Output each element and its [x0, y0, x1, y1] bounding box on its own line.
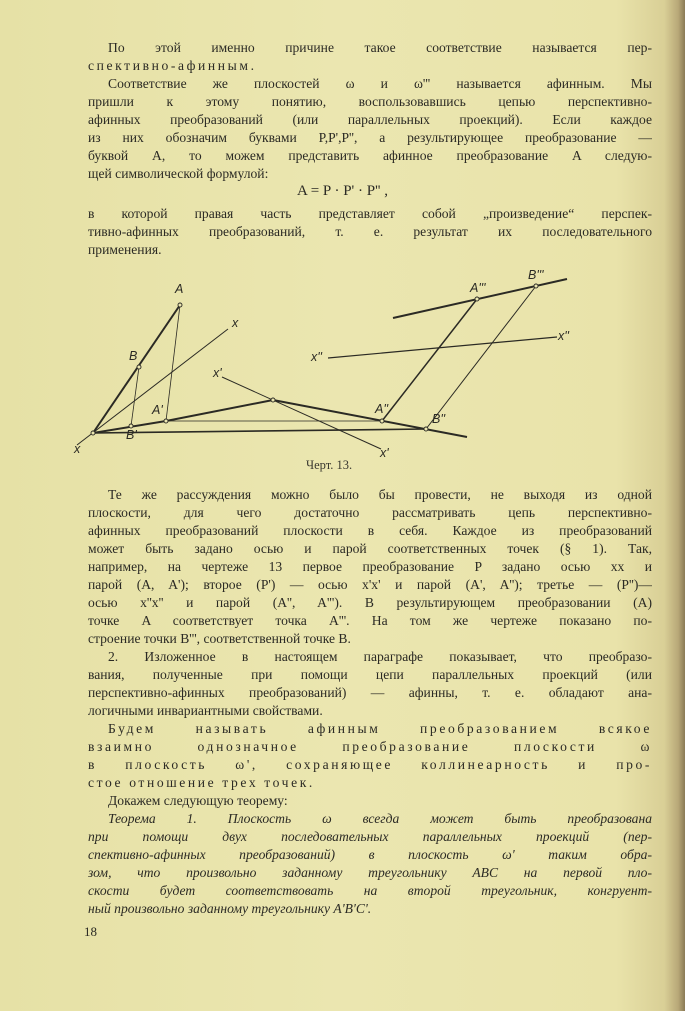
- point-apex: [271, 398, 275, 402]
- point-A3: [475, 297, 479, 301]
- point-A2: [380, 419, 384, 423]
- text-line: в которой правая часть представляет собой „произведение“ перспек-: [88, 206, 652, 221]
- page-number: 18: [84, 924, 97, 939]
- point-B2: [424, 427, 428, 431]
- axis-x1x1: [222, 377, 381, 449]
- text-line: из них обозначим буквами P,P',P'', а результирующее преобразование —: [88, 130, 652, 145]
- axis-x2x2: [328, 337, 557, 358]
- text-line: спективно-афинных преобразований) в плоскость ω' таким обра-: [88, 847, 652, 862]
- text-line: спективно-афинным.: [88, 58, 257, 73]
- label-B2: B'': [432, 412, 446, 426]
- text-line: вания, полученные при помощи цепи параллельных проекций (или: [88, 667, 652, 682]
- formula: A = P · P' · P'' ,: [296, 183, 389, 199]
- text-line: ный произвольно заданному треугольнику A'B'C'.: [88, 901, 372, 916]
- text-line: может быть задано осью и парой соответственных точек (§ 1). Так,: [88, 541, 652, 556]
- paragraph-block-3: [88, 486, 652, 918]
- text-line: плоскости, для чего достаточно рассматривать цепь перспективно-: [88, 505, 652, 520]
- text-line: скости будет соответствовать на второй треугольник, конгруент-: [88, 883, 652, 898]
- text-line: пришли к этому понятию, воспользовавшись цепью перспективно-: [88, 94, 652, 109]
- line-B1-B2: [93, 429, 426, 433]
- point-x: [91, 431, 95, 435]
- label-B: B: [129, 349, 138, 363]
- label-x-top: x: [232, 316, 239, 330]
- text-line: взаимно однозначное преобразование плоскости ω: [88, 739, 652, 754]
- label-A1: A': [152, 403, 163, 417]
- text-line: Соответствие же плоскостей ω и ω''' называется афинным. Мы: [108, 76, 652, 91]
- text-line: По этой именно причине такое соответствие называется пер-: [108, 40, 652, 55]
- text-line: строение точки B''', соответственной точке B.: [88, 631, 351, 646]
- text-line: Докажем следующую теорему:: [108, 793, 288, 808]
- text-line: например, на чертеже 13 первое преобразование P задано осью xx и: [88, 559, 652, 574]
- text-line: перспективно-афинных преобразований) — афинны, т. е. обладают ана-: [88, 685, 652, 700]
- text-line: афинных преобразований (или параллельных проекций). Если каждое: [88, 112, 652, 127]
- text-line: применения.: [88, 242, 162, 257]
- text-line: 2. Изложенное в настоящем параграфе показывает, что преобразо-: [108, 649, 652, 664]
- text-line: Теорема 1. Плоскость ω всегда может быть преобразована: [108, 811, 652, 826]
- point-A1: [164, 419, 168, 423]
- label-x-bottom: x: [74, 442, 81, 456]
- text-line: буквой A, то можем представить афинное преобразование A следую-: [88, 148, 652, 163]
- label-x1-bottom: x': [380, 446, 389, 460]
- point-A: [178, 303, 182, 307]
- text-line: парой (A, A'); второе (P') — осью x'x' и парой (A', A''); третье — (P'')—: [88, 577, 652, 592]
- label-B3: B''': [528, 268, 544, 282]
- label-A: A: [175, 282, 184, 296]
- line-x-apex: [93, 400, 273, 433]
- label-x2-right: x'': [558, 329, 570, 343]
- label-A3: A''': [470, 281, 486, 295]
- label-x2-left: x'': [311, 350, 323, 364]
- text-line: Те же рассуждения можно было бы провести, не выходя из одной: [108, 487, 652, 502]
- point-B: [137, 365, 141, 369]
- text-line: афинных преобразований плоскости в себя. Каждое из преобразований: [88, 523, 652, 538]
- text-line: точке A соответствует точка A'''. На том же чертеже показано по-: [88, 613, 652, 628]
- text-line: тивно-афинных преобразований, т. е. результат их последовательного: [88, 224, 652, 239]
- text-line: в плоскость ω', сохраняющее коллинеарность и про-: [88, 757, 652, 772]
- figure-caption: Черт. 13.: [306, 458, 353, 472]
- text-line: Будем называть афинным преобразованием всякое: [108, 721, 652, 736]
- text-line: стое отношение трех точек.: [88, 775, 315, 790]
- text-line: осью x''x'' и парой (A'', A'''). В результирующем преобразовании (A): [88, 595, 652, 610]
- text-line: щей символической формулой:: [88, 166, 269, 181]
- point-B3: [534, 284, 538, 288]
- text-line: зом, что произвольно заданному треугольнику ABC на первой пло-: [88, 865, 652, 880]
- text-line: логичными инвариантными свойствами.: [88, 703, 323, 718]
- text-line: при помощи двух последовательных параллельных проекций (пер-: [88, 829, 652, 844]
- label-A2: A'': [375, 402, 389, 416]
- label-x1-top: x': [213, 366, 222, 380]
- label-B1: B': [126, 428, 137, 442]
